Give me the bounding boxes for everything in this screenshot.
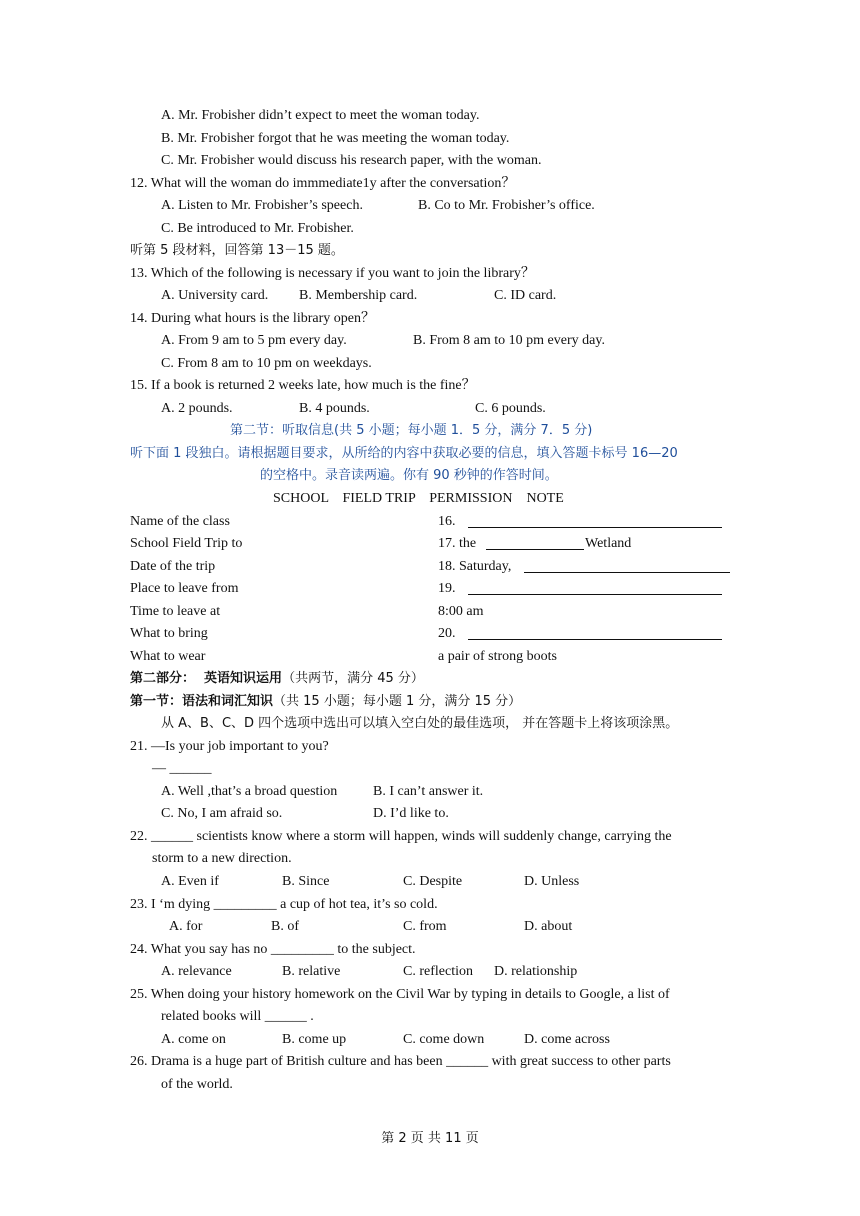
form-label-trip-to: School Field Trip to	[130, 536, 243, 551]
q23-option-a: A. for	[169, 919, 203, 934]
part2-title-note: （共两节，满分 45 分）	[282, 671, 424, 686]
q25-option-b: B. come up	[282, 1032, 347, 1047]
q15-option-b: B. 4 pounds.	[299, 401, 370, 416]
q15-option-c: C. 6 pounds.	[475, 401, 546, 416]
form-label-wear: What to wear	[130, 649, 206, 664]
blank-17	[486, 549, 584, 550]
q26-stem-2: of the world.	[161, 1077, 233, 1092]
q23-option-c: C. from	[403, 919, 447, 934]
q14-option-b: B. From 8 am to 10 pm every day.	[413, 333, 605, 348]
section2-instruction-1: 听下面 1 段独白。请根据题目要求，从所给的内容中获取必要的信息，填入答题卡标号 16—20	[130, 446, 678, 461]
q23-option-d: D. about	[524, 919, 573, 934]
form-value-time: 8:00 am	[438, 604, 484, 619]
q22-option-d: D. Unless	[524, 874, 580, 889]
q25-option-d: D. come across	[524, 1032, 610, 1047]
q22-option-a: A. Even if	[161, 874, 219, 889]
form-value-17-suffix: Wetland	[585, 536, 632, 551]
form-value-19: 19.	[438, 581, 456, 596]
q21-option-c: C. No, I am afraid so.	[161, 806, 283, 821]
section2-instruction-2: 的空格中。录音读两遍。你有 90 秒钟的作答时间。	[260, 468, 558, 483]
q25-stem-2: related books will ______ .	[161, 1009, 314, 1024]
q22-stem-2: storm to a new direction.	[152, 851, 292, 866]
q22-stem-1: 22. ______ scientists know where a storm will happen, winds will suddenly change, carrying the	[130, 829, 672, 844]
q14-stem: 14. During what hours is the library open？	[130, 311, 375, 326]
q12-option-b: B. Co to Mr. Frobisher’s office.	[418, 198, 595, 213]
q12-option-a: A. Listen to Mr. Frobisher’s speech.	[161, 198, 363, 213]
q24-option-d: D. relationship	[494, 964, 578, 979]
form-value-16: 16.	[438, 514, 456, 529]
q25-stem-1: 25. When doing your history homework on the Civil War by typing in details to Google, a list of	[130, 987, 670, 1002]
section1-note: （共 15 小题；每小题 1 分，满分 15 分）	[273, 694, 522, 709]
blank-16	[468, 527, 722, 528]
part2-heading	[130, 670, 424, 688]
form-label-time: Time to leave at	[130, 604, 221, 619]
q12-stem: 12. What will the woman do immmediate1y after the conversation？	[130, 176, 516, 191]
q25-option-c: C. come down	[403, 1032, 485, 1047]
q15-option-a: A. 2 pounds.	[161, 401, 233, 416]
section5-note: 听第 5 段材料，回答第 13－15 题。	[130, 243, 344, 258]
q11-option-a: A. Mr. Frobisher didn’t expect to meet the woman today.	[161, 108, 480, 123]
q14-option-a: A. From 9 am to 5 pm every day.	[161, 333, 347, 348]
q13-option-b: B. Membership card.	[299, 288, 418, 303]
form-value-17: 17. the	[438, 536, 477, 551]
section1-title: 第一节：语法和词汇知识	[130, 694, 274, 709]
q21-option-a: A. Well ,that’s a broad question	[161, 784, 338, 799]
q24-stem: 24. What you say has no _________ to the subject.	[130, 942, 416, 957]
q13-stem: 13. Which of the following is necessary if you want to join the library？	[130, 266, 535, 281]
q21-option-d: D. I’d like to.	[373, 806, 449, 821]
page-footer: 第 2 页 共 11 页	[381, 1131, 479, 1146]
blank-19	[468, 594, 722, 595]
blank-18	[524, 572, 730, 573]
q24-option-c: C. reflection	[403, 964, 473, 979]
q24-option-a: A. relevance	[161, 964, 232, 979]
q23-stem: 23. I ‘m dying _________ a cup of hot tea, it’s so cold.	[130, 897, 438, 912]
q21-stem: 21. —Is your job important to you?	[130, 739, 329, 754]
form-label-date: Date of the trip	[130, 559, 216, 574]
q21-option-b: B. I can’t answer it.	[373, 784, 484, 799]
blank-20	[468, 639, 722, 640]
q12-option-c: C. Be introduced to Mr. Frobisher.	[161, 221, 354, 236]
form-title: SCHOOL FIELD TRIP PERMISSION NOTE	[273, 491, 564, 506]
q15-stem: 15. If a book is returned 2 weeks late, how much is the fine？	[130, 378, 476, 393]
q22-option-c: C. Despite	[403, 874, 463, 889]
form-value-wear: a pair of strong boots	[438, 649, 557, 664]
form-value-20: 20.	[438, 626, 456, 641]
form-label-place: Place to leave from	[130, 581, 239, 596]
q24-option-b: B. relative	[282, 964, 341, 979]
q25-option-a: A. come on	[161, 1032, 226, 1047]
q23-option-b: B. of	[271, 919, 299, 934]
q14-option-c: C. From 8 am to 10 pm on weekdays.	[161, 356, 372, 371]
form-value-18: 18. Saturday,	[438, 559, 512, 574]
form-label-bring: What to bring	[130, 626, 208, 641]
part2-section1-heading	[130, 693, 521, 711]
q21-reply: — ______	[152, 761, 212, 776]
part2-title: 第二部分： 英语知识运用	[130, 671, 283, 686]
q13-option-a: A. University card.	[161, 288, 269, 303]
q13-option-c: C. ID card.	[494, 288, 557, 303]
q11-option-c: C. Mr. Frobisher would discuss his research paper, with the woman.	[161, 153, 542, 168]
section2-title: 第二节：听取信息(共 5 小题；每小题 1．5 分，满分 7．5 分)	[230, 423, 593, 438]
part2-instruction: 从 A、B、C、D 四个选项中选出可以填入空白处的最佳选项， 并在答题卡上将该项涂黑。	[161, 716, 679, 731]
q26-stem-1: 26. Drama is a huge part of British culture and has been ______ with great success to other parts	[130, 1054, 671, 1069]
q11-option-b: B. Mr. Frobisher forgot that he was meeting the woman today.	[161, 131, 510, 146]
q22-option-b: B. Since	[282, 874, 330, 889]
form-label-class: Name of the class	[130, 514, 230, 529]
